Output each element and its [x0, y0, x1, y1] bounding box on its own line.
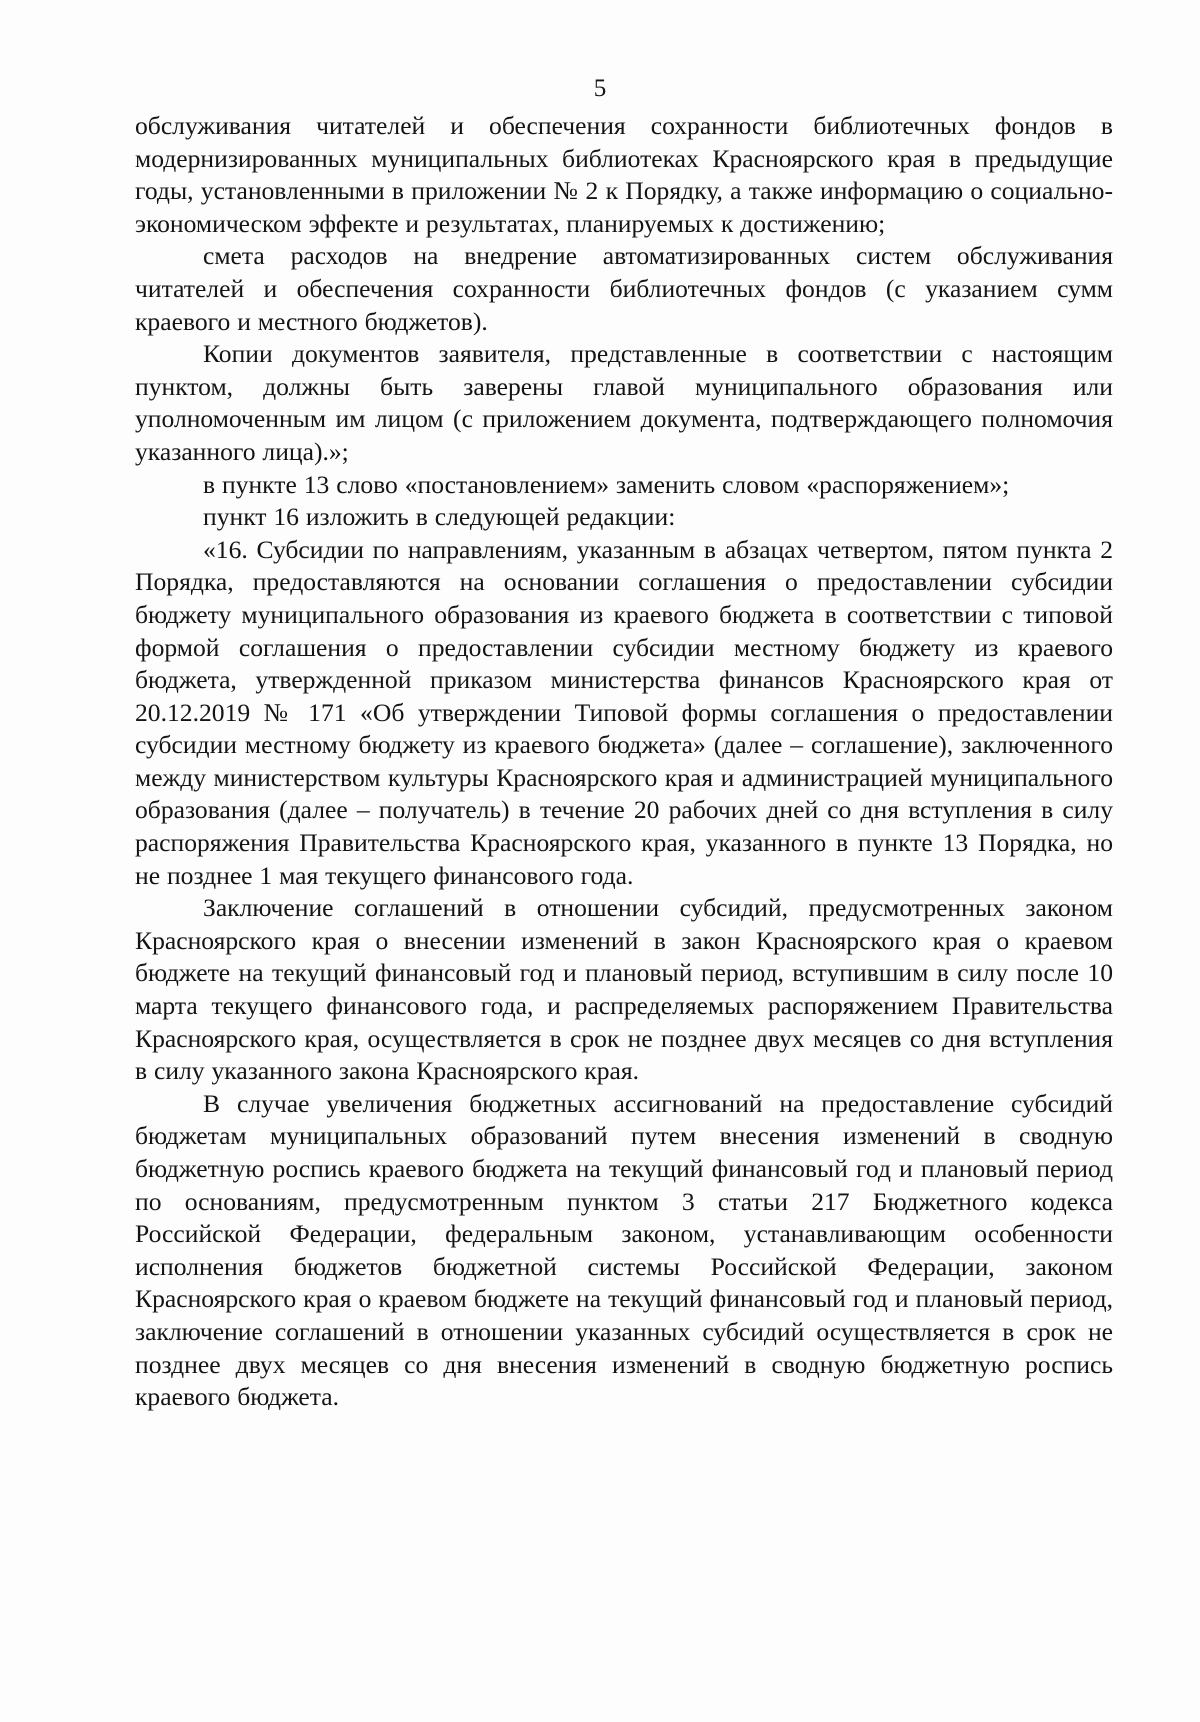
paragraph-7: Заключение соглашений в отношении субсидий, предусмотренных законом Красноярского края о внесении изменений в закон Красноярского края о краевом бюджете на текущий финансовый год и плановый период, вступившим в силу после 10 марта текущего финансового года, и распределяемых распоряжением Правительства Красноярского края, осуществляется в срок не позднее двух месяцев со дня вступления в силу указанного закона Красноярского края.	[135, 893, 1113, 1086]
paragraph-5: пункт 16 изложить в следующей редакции:	[203, 502, 676, 532]
paragraph-8: В случае увеличения бюджетных ассигнований на предоставление субсидий бюджетам муниципальных образований путем внесения изменений в сводную бюджетную роспись краевого бюджета на текущий финансовый год и плановый период по основаниям, предусмотренным пунктом 3 статьи 217 Бюджетного кодекса Российской Федерации, федеральным законом, устанавливающим особенности исполнения бюджетов бюджетной системы Российской Федерации, законом Красноярского края о краевом бюджете на текущий финансовый год и плановый период, заключение соглашений в отношении указанных субсидий осуществляется в срок не позднее двух месяцев со дня внесения изменений в сводную бюджетную роспись краевого бюджета.	[135, 1088, 1113, 1412]
paragraph-3: Копии документов заявителя, представленные в соответствии с настоящим пунктом, должны быть заверены главой муниципального образования или уполномоченным им лицом (с приложением документа, подтверждающего полномочия указанного лица).»;	[135, 339, 1113, 466]
paragraph-2: смета расходов на внедрение автоматизированных систем обслуживания читателей и обеспечения сохранности библиотечных фондов (с указанием сумм краевого и местного бюджетов).	[135, 241, 1113, 336]
document-body	[135, 110, 1113, 1414]
page-number: 5	[593, 75, 607, 102]
paragraph-6: «16. Субсидии по направлениям, указанным в абзацах четвертом, пятом пункта 2 Порядка, предоставляются на основании соглашения о предоставлении субсидии бюджету муниципального образования из краевого бюджета в соответствии с типовой формой соглашения о предоставлении субсидии местному бюджету из краевого бюджета, утвержденной приказом министерства финансов Красноярского края от 20.12.2019 № 171 «Об утверждении Типовой формы соглашения о предоставлении субсидии местному бюджету из краевого бюджета» (далее – соглашение), заключенного между министерством культуры Красноярского края и администрацией муниципального образования (далее – получатель) в течение 20 рабочих дней со дня вступления в силу распоряжения Правительства Красноярского края, указанного в пункте 13 Порядка, но не позднее 1 мая текущего финансового года.	[135, 534, 1113, 890]
paragraph-1: обслуживания читателей и обеспечения сохранности библиотечных фондов в модернизированных муниципальных библиотеках Красноярского края в предыдущие годы, установленными в приложении № 2 к Порядку, а также информацию о социально-экономическом эффекте и результатах, планируемых к достижению;	[135, 111, 1113, 238]
paragraph-4: в пункте 13 слово «постановлением» заменить словом «распоряжением»;	[203, 469, 1010, 499]
